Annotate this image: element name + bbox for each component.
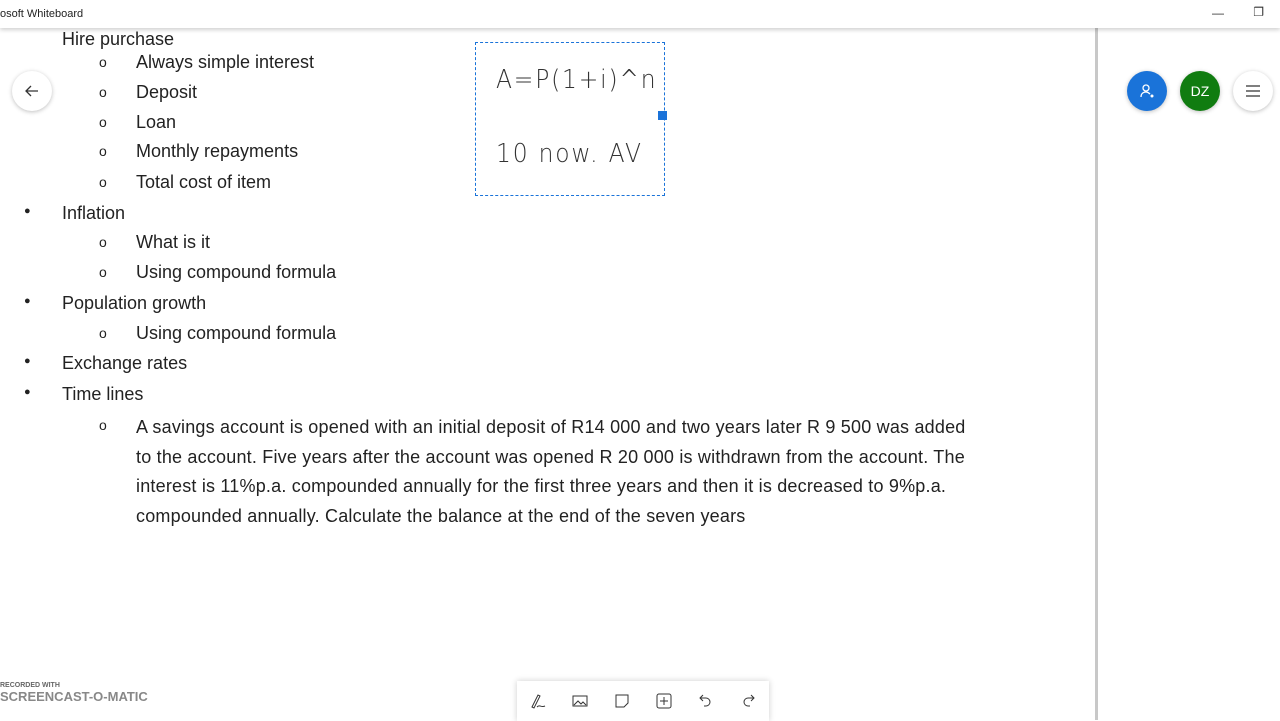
panel-divider [1095, 28, 1098, 720]
sub-bullet: o [99, 417, 107, 433]
list-item: What is it [136, 232, 211, 252]
invite-button[interactable] [1127, 71, 1167, 111]
ink-formula: A=P(1+i)^n [496, 65, 658, 95]
insert-button[interactable] [652, 689, 676, 713]
bullet: ● [24, 205, 31, 217]
arrow-left-icon [24, 83, 40, 99]
sub-bullet: o [99, 264, 107, 280]
image-button[interactable] [568, 689, 592, 713]
redo-icon [739, 692, 757, 710]
bullet: ● [24, 295, 31, 307]
list-item: Loan [136, 112, 177, 132]
list-item: Population growth [62, 293, 207, 313]
image-icon [571, 692, 589, 710]
minimize-button[interactable]: — [1212, 6, 1224, 20]
pen-icon [529, 692, 547, 710]
list-item: Inflation [62, 203, 126, 223]
bottom-toolbar [517, 681, 769, 721]
sub-bullet: o [99, 114, 107, 130]
watermark-logo [0, 682, 148, 704]
bullet: ● [24, 386, 31, 398]
title-bar [0, 0, 1280, 28]
avatar[interactable]: DZ [1180, 71, 1220, 111]
window-title: osoft Whiteboard [0, 8, 84, 20]
list-item: Total cost of item [136, 172, 272, 192]
sub-bullet: o [99, 143, 107, 159]
ink-note: 10 now. AV [496, 139, 643, 169]
list-item: Using compound formula [136, 262, 337, 282]
bullet: ● [24, 355, 31, 367]
resize-handle[interactable] [658, 111, 667, 120]
problem-text: A savings account is opened with an initial deposit of R14 000 and two years later R 9 500 was added to the account. Five years after the account was opened R 20 000 is withdrawn from the account. The interest is 11%p.a. compounded annually for the first three years and then it is decreased to 9%p.a. compounded annually. Calculate the balance at the end of the seven years [136, 417, 966, 527]
sub-bullet: o [99, 174, 107, 190]
list-item: Using compound formula [136, 323, 337, 343]
undo-button[interactable] [694, 689, 718, 713]
add-person-icon [1139, 83, 1155, 99]
list-item: Exchange rates [62, 353, 188, 373]
list-item: Deposit [136, 82, 198, 102]
list-item: Time lines [62, 384, 144, 404]
hamburger-icon [1245, 85, 1261, 97]
pen-tool-button[interactable] [526, 689, 550, 713]
back-button[interactable] [12, 71, 52, 111]
sticky-note-button[interactable] [610, 689, 634, 713]
cut-heading: Hire purchase [62, 29, 175, 49]
restore-button[interactable]: ❐ [1253, 5, 1264, 19]
list-item: Monthly repayments [136, 141, 299, 161]
sub-bullet: o [99, 84, 107, 100]
sub-bullet: o [99, 325, 107, 341]
watermark-brand: SCREENCAST-O-MATIC [0, 689, 148, 704]
ink-selection[interactable] [475, 42, 665, 196]
menu-button[interactable] [1233, 71, 1273, 111]
list-item: Always simple interest [136, 52, 315, 72]
redo-button[interactable] [736, 689, 760, 713]
sub-bullet: o [99, 234, 107, 250]
watermark-top: RECORDED WITH [0, 682, 60, 689]
sub-bullet: o [99, 54, 107, 70]
sticky-note-icon [613, 692, 631, 710]
plus-box-icon [655, 692, 673, 710]
undo-icon [697, 692, 715, 710]
